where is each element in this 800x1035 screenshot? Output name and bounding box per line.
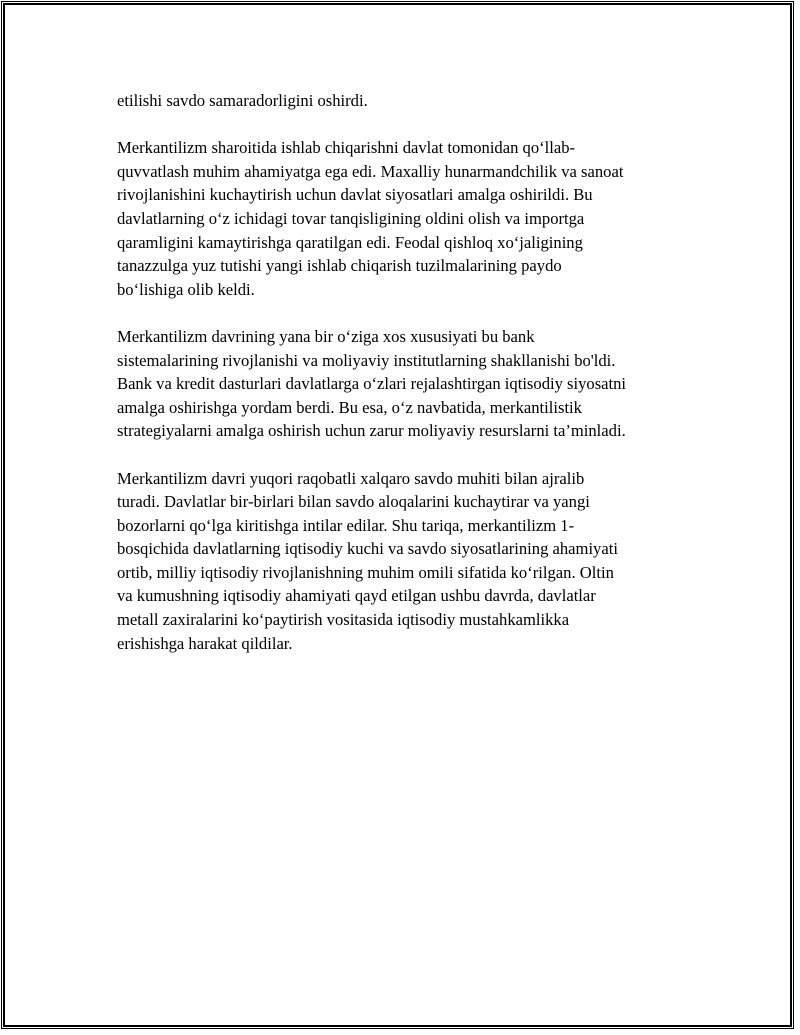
document-body [117, 89, 687, 679]
paragraph-line: metall zaxiralarini ko‘paytirish vositasida iqtisodiy mustahkamlikka [117, 610, 570, 630]
paragraph-line: amalga oshirishga yordam berdi. Bu esa, o‘z navbatida, merkantilistik [117, 397, 582, 417]
paragraph [117, 136, 687, 301]
paragraph-line: sistemalarining rivojlanishi va moliyaviy institutlarning shakllanishi bo'ldi. [117, 350, 616, 370]
paragraph-line: quvvatlash muhim ahamiyatga ega edi. Maxalliy hunarmandchilik va sanoat [117, 161, 624, 181]
paragraph-line: turadi. Davlatlar bir-birlari bilan savdo aloqalarini kuchaytirar va yangi [117, 492, 590, 512]
paragraph [117, 325, 687, 443]
paragraph-line: rivojlanishini kuchaytirish uchun davlat siyosatlari amalga oshirildi. Bu [117, 185, 593, 205]
paragraph [117, 467, 687, 656]
paragraph-line: erishishga harakat qildilar. [117, 633, 293, 653]
paragraph-line: Merkantilizm davri yuqori raqobatli xalqaro savdo muhiti bilan ajralib [117, 468, 585, 488]
paragraph-line: davlatlarning o‘z ichidagi tovar tanqisligining oldini olish va importga [117, 208, 585, 228]
paragraph-line: bo‘lishiga olib keldi. [117, 279, 255, 299]
paragraph-line: bozorlarni qo‘lga kiritishga intilar edilar. Shu tariqa, merkantilizm 1- [117, 515, 575, 535]
paragraph-line: strategiyalarni amalga oshirish uchun zarur moliyaviy resurslarni ta’minladi. [117, 421, 626, 441]
paragraph-line: ortib, milliy iqtisodiy rivojlanishning muhim omili sifatida ko‘rilgan. Oltin [117, 562, 614, 582]
paragraph-line: etilishi savdo samaradorligini oshirdi. [117, 91, 368, 110]
paragraph-line: va kumushning iqtisodiy ahamiyati qayd etilgan ushbu davrda, davlatlar [117, 586, 596, 606]
paragraph [117, 89, 687, 113]
paragraph-line: Bank va kredit dasturlari davlatlarga o‘zlari rejalashtirgan iqtisodiy siyosatni [117, 374, 627, 394]
paragraph-line: tanazzulga yuz tutishi yangi ishlab chiqarish tuzilmalarining paydo [117, 256, 562, 276]
paragraph-line: Merkantilizm sharoitida ishlab chiqarishni davlat tomonidan qo‘llab- [117, 138, 576, 158]
paragraph-line: Merkantilizm davrining yana bir o‘ziga xos xususiyati bu bank [117, 326, 535, 346]
paragraph-line: bosqichida davlatlarning iqtisodiy kuchi va savdo siyosatlarining ahamiyati [117, 539, 618, 559]
paragraph-line: qaramligini kamaytirishga qaratilgan edi. Feodal qishloq xo‘jaligining [117, 232, 583, 252]
